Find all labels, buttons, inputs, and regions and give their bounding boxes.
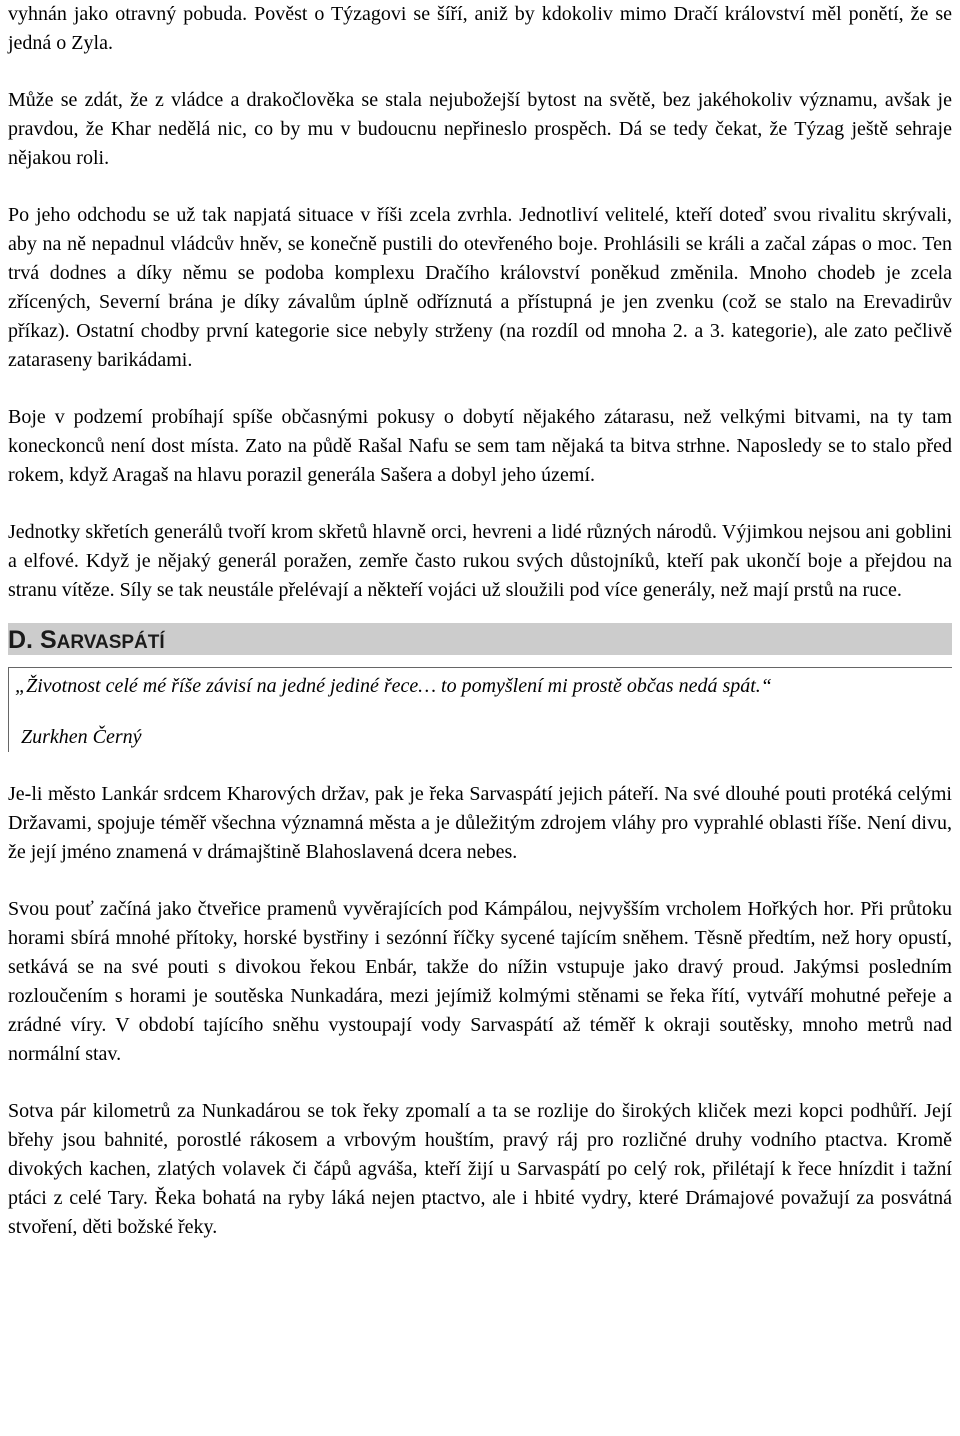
epigraph-quote (8, 667, 952, 752)
section-heading (8, 623, 952, 655)
paragraph-gap (8, 58, 952, 86)
paragraph: vyhnán jako otravný pobuda. Pověst o Týzagovi se šíří, aniž by kdokoliv mimo Dračí království měl ponětí, že se jedná o Zyla. (8, 3, 952, 54)
section-heading-rest: ARVASPÁTÍ (56, 632, 165, 653)
paragraph: Svou pouť začíná jako čtveřice pramenů vyvěrajících pod Kámpálou, nejvyšším vrcholem Hořkých hor. Při průtoku horami sbírá mnohé přítoky, horské bystřiny i sezónní říčky sycené tajícím sněhem. Těsně předtím, než hory opustí, setkává se na své pouti s divokou řekou Enbár, takže do nížin vstupuje jako dravý proud. Jakýmsi posledním rozloučením s horami je soutěska Nunkadára, mezi jejímiž kolmými stěnami se řeka řítí, vytváří mohutné peřeje a zrádné víry. V období tajícího sněhu vystoupají vody Sarvaspátí až téměř k okraji soutěsky, mnoho metrů nad normální stav. (8, 898, 952, 1065)
paragraph-gap (8, 490, 952, 518)
paragraph: Může se zdát, že z vládce a drakočlověka se stala nejubožejší bytost na světě, bez jakéhokoliv významu, avšak je pravdou, že Khar nedělá nic, co by mu v budoucnu nepřineslo prospěch. Dá se tedy čekat, že Týzag ještě sehraje nějakou roli. (8, 89, 952, 169)
document-page (8, 0, 952, 1242)
quote-text: „Životnost celé mé říše závisí na jedné jediné řece… to pomyšlení mi prostě občas nedá spát.“ (15, 675, 772, 697)
paragraph-gap (8, 375, 952, 403)
paragraph-gap (8, 1069, 952, 1097)
paragraph: Je-li město Lankár srdcem Kharových držav, pak je řeka Sarvaspátí jejich páteří. Na své dlouhé pouti protéká celými Državami, spojuje téměř všechna významná města a je důležitým zdrojem vláhy pro vyprahlé oblasti říše. Není divu, že její jméno znamená v drámajštině Blahoslavená dcera nebes. (8, 783, 952, 863)
section-heading-initial: D. S (8, 626, 57, 654)
paragraph: Jednotky skřetích generálů tvoří krom skřetů hlavně orci, hevreni a lidé různých národů. Výjimkou nejsou ani goblini a elfové. Když je nějaký generál poražen, zemře často rukou svých důstojníků, kteří pak ukončí boje a přejdou na stranu vítěze. Síly se tak neustále přelévají a někteří vojáci už sloužili pod více generály, než mají prstů na ruce. (8, 521, 952, 601)
paragraph: Po jeho odchodu se už tak napjatá situace v říši zcela zvrhla. Jednotliví velitelé, kteří doteď svou rivalitu skrývali, aby na ně nepadnul vládcův hněv, se konečně pustili do otevřeného boje. Prohlásili se králi a začal zápas o moc. Ten trvá dodnes a díky němu se podoba komplexu Dračího království poněkud změnila. Mnoho chodeb je zcela zřícených, Severní brána je díky závalům úplně odříznutá a přístupná je jen zvenku (což se stalo na Erevadirův příkaz). Ostatní chodby první kategorie sice nebyly strženy (na rozdíl od mnoha 2. a 3. kategorie), ale zato pečlivě zataraseny barikádami. (8, 204, 952, 371)
paragraph-gap (8, 867, 952, 895)
quote-author: Zurkhen Černý (21, 726, 142, 748)
paragraph-gap (8, 173, 952, 201)
paragraph: Sotva pár kilometrů za Nunkadárou se tok řeky zpomalí a ta se rozlije do širokých kliček mezi kopci podhůří. Její břehy jsou bahnité, porostlé rákosem a vrbovým houštím, pravý ráj pro rozličné druhy vodního ptactva. Kromě divokých kachen, zlatých volavek či čápů agváša, kteří žijí u Sarvaspátí po celý rok, přilétají k řece hnízdit i tažní ptáci z celé Tary. Řeka bohatá na ryby láká nejen ptactvo, ale i hbité vydry, které Drámajové považují za posvátná stvoření, děti božské řeky. (8, 1100, 952, 1238)
paragraph: Boje v podzemí probíhají spíše občasnými pokusy o dobytí nějakého zátarasu, než velkými bitvami, na ty tam koneckonců není dost místa. Zato na půdě Rašal Nafu se sem tam nějaká ta bitva strhne. Naposledy se to stalo před rokem, když Aragaš na hlavu porazil generála Sašera a dobyl jeho území. (8, 406, 952, 486)
